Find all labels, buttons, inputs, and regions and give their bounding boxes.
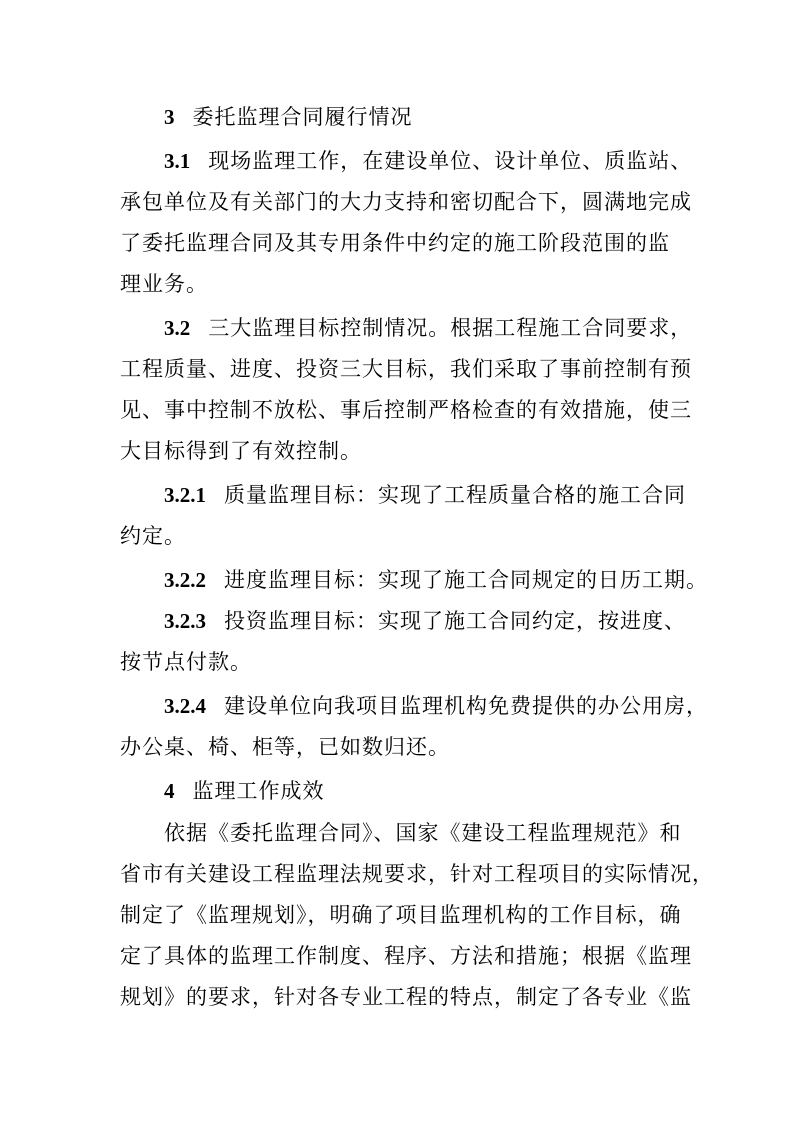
paragraph-3-2-4-line bbox=[164, 691, 708, 721]
paragraph-3-2-3-line bbox=[164, 606, 686, 636]
paragraph-3-1-line: 理业务。 bbox=[120, 272, 208, 296]
paragraph-text: 质量监理目标：实现了工程质量合格的施工合同 bbox=[224, 483, 686, 507]
paragraph-number: 3.2.4 bbox=[164, 694, 206, 718]
paragraph-3-2-1-line: 约定。 bbox=[120, 524, 186, 548]
paragraph-text: 现场监理工作，在建设单位、设计单位、质监站、 bbox=[208, 149, 693, 173]
section-4-body-line: 制定了《监理规划》，明确了项目监理机构的工作目标，确 bbox=[120, 903, 682, 927]
section-number: 4 bbox=[164, 779, 175, 803]
section-number: 3 bbox=[164, 105, 175, 129]
paragraph-text: 投资监理目标：实现了施工合同约定，按进度、 bbox=[224, 609, 686, 633]
paragraph-number: 3.1 bbox=[164, 149, 191, 173]
section-4-body-line: 省市有关建设工程监理法规要求，针对工程项目的实际情况， bbox=[120, 862, 714, 886]
paragraph-3-2-line: 大目标得到了有效控制。 bbox=[120, 439, 362, 463]
paragraph-number: 3.2.1 bbox=[164, 483, 206, 507]
section-4-body-line: 定了具体的监理工作制度、程序、方法和措施；根据《监理 bbox=[120, 944, 692, 968]
paragraph-3-2-2-line bbox=[164, 565, 708, 595]
paragraph-3-2-line: 工程质量、进度、投资三大目标，我们采取了事前控制有预 bbox=[120, 357, 692, 381]
section-4-body-line: 规划》的要求，针对各专业工程的特点，制定了各专业《监 bbox=[120, 985, 692, 1009]
paragraph-text: 三大监理目标控制情况。根据工程施工合同要求， bbox=[208, 316, 693, 340]
paragraph-number: 3.2.2 bbox=[164, 568, 206, 592]
paragraph-3-2-1-line bbox=[164, 480, 686, 510]
section-3-heading bbox=[164, 102, 413, 132]
paragraph-number: 3.2 bbox=[164, 316, 191, 340]
paragraph-text: 进度监理目标：实现了施工合同规定的日历工期。 bbox=[224, 568, 708, 592]
paragraph-3-1-line: 了委托监理合同及其专用条件中约定的施工阶段范围的监 bbox=[120, 231, 670, 255]
section-4-body-line: 依据《委托监理合同》、国家《建设工程监理规范》和 bbox=[164, 821, 682, 845]
paragraph-3-2-line: 见、事中控制不放松、事后控制严格检查的有效措施，使三 bbox=[120, 398, 692, 422]
paragraph-3-2-line bbox=[164, 313, 692, 343]
paragraph-text: 建设单位向我项目监理机构免费提供的办公用房， bbox=[224, 694, 708, 718]
paragraph-number: 3.2.3 bbox=[164, 609, 206, 633]
section-4-heading bbox=[164, 776, 325, 806]
paragraph-3-1-line bbox=[164, 146, 692, 176]
paragraph-3-2-3-line: 按节点付款。 bbox=[120, 650, 252, 674]
paragraph-3-2-4-line: 办公桌、椅、柜等，已如数归还。 bbox=[120, 735, 450, 759]
section-title: 监理工作成效 bbox=[192, 779, 325, 803]
section-title: 委托监理合同履行情况 bbox=[192, 105, 413, 129]
paragraph-3-1-line: 承包单位及有关部门的大力支持和密切配合下，圆满地完成 bbox=[120, 190, 692, 214]
